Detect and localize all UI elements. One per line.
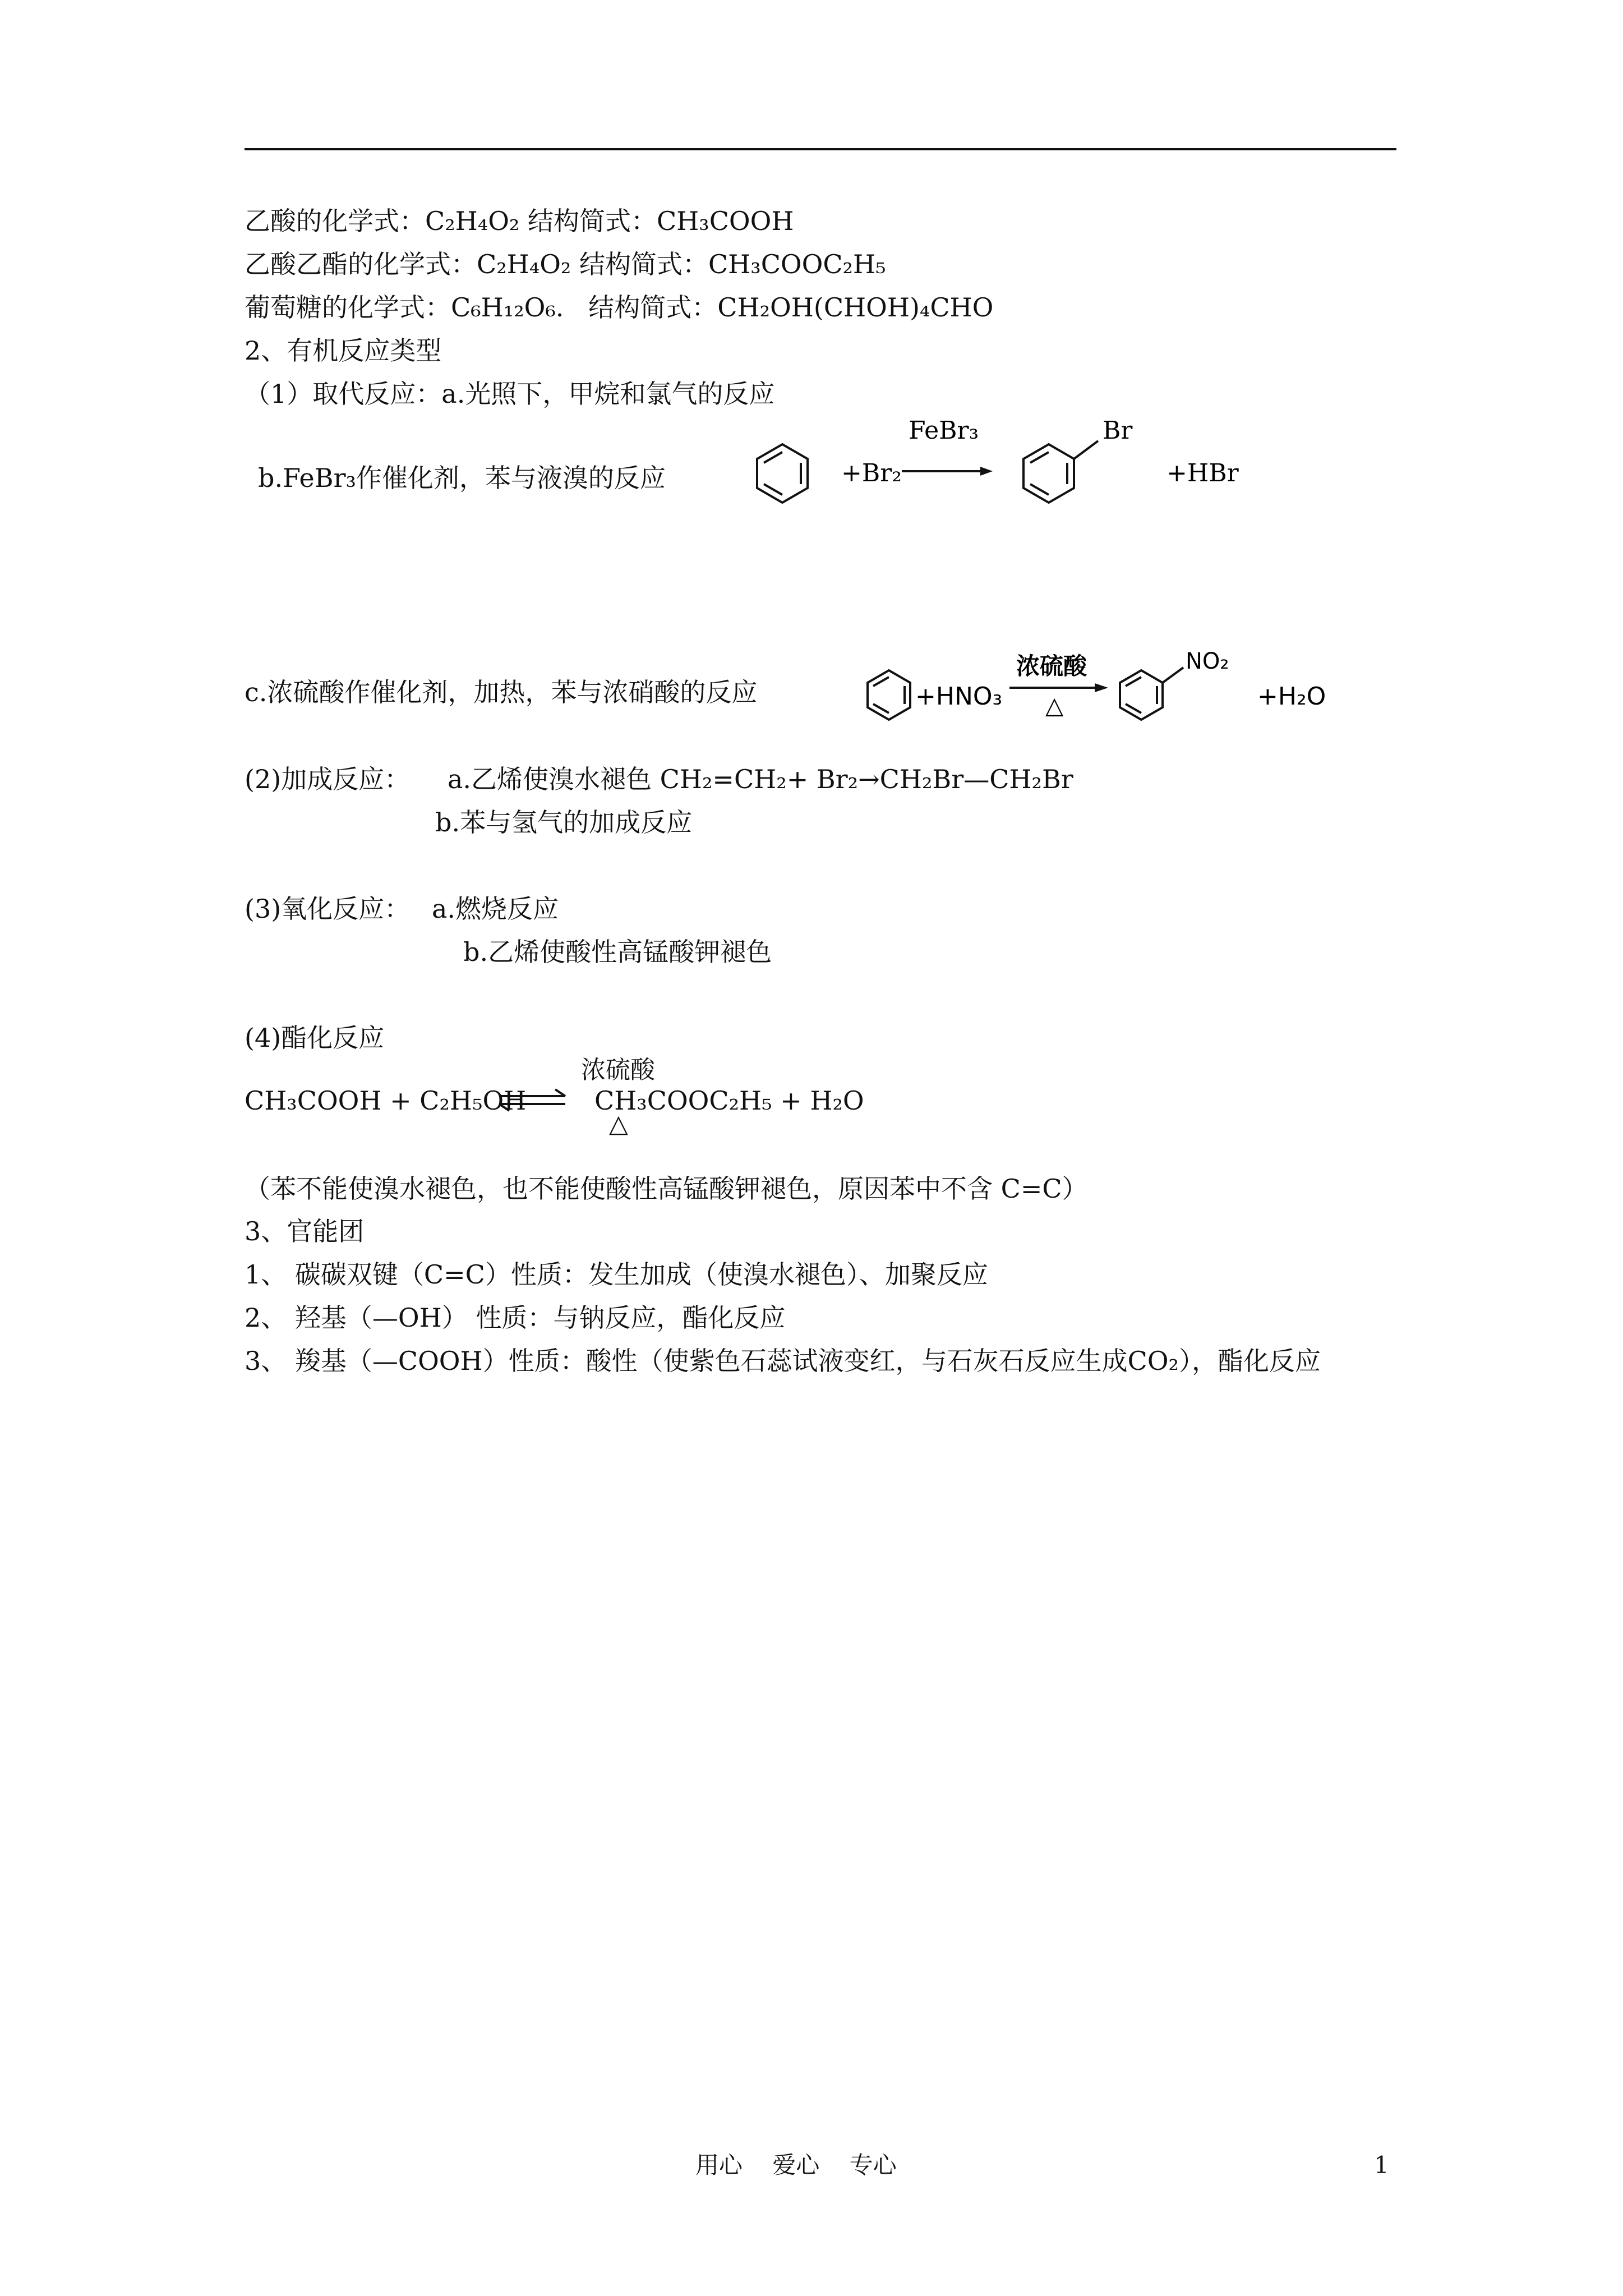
- functional-group-1: 1、 碳碳双键（C=C）性质：发生加成（使溴水褪色）、加聚反应: [245, 1259, 988, 1290]
- section2-title: 2、有机反应类型: [245, 335, 442, 366]
- bromobenzene-ring: [1023, 441, 1098, 503]
- addition-b: b.苯与氢气的加成反应: [435, 807, 693, 838]
- acetic-acid-line: 乙酸的化学式：C₂H₄O₂ 结构简式：CH₃COOH: [245, 206, 794, 236]
- oxidation-a: a.燃烧反应: [432, 894, 559, 924]
- ester-eq-right: CH₃COOC₂H₅ + H₂O: [594, 1085, 864, 1116]
- arrow-head: [1095, 683, 1108, 692]
- benzene-ring: [868, 670, 910, 720]
- glucose-line: 葡萄糖的化学式：C₆H₁₂O₆. 结构简式：CH₂OH(CHOH)₄CHO: [245, 292, 994, 323]
- addition-heading: (2)加成反应：: [245, 764, 411, 794]
- byproduct-hbr: +HBr: [1166, 459, 1239, 487]
- condition-heat: △: [1045, 692, 1064, 719]
- page-number: 1: [1374, 2151, 1389, 2179]
- benzene-ring: [757, 444, 808, 503]
- section3-title: 3、官能团: [245, 1216, 365, 1246]
- substituent-br: Br: [1103, 416, 1133, 445]
- catalyst-sulfuric: 浓硫酸: [1016, 652, 1087, 680]
- arrow-head: [980, 467, 993, 476]
- esterification-heading: (4)酯化反应: [245, 1023, 385, 1053]
- nitrobenzene-ring: [1120, 668, 1183, 720]
- ester-eq-left: CH₃COOH + C₂H₅OH: [245, 1085, 527, 1116]
- addition-a: a.乙烯使溴水褪色 CH₂=CH₂+ Br₂→CH₂Br—CH₂Br: [448, 764, 1073, 794]
- ethyl-acetate-line: 乙酸乙酯的化学式：C₂H₄O₂ 结构简式：CH₃COOC₂H₅: [245, 249, 886, 279]
- nitration-text: c.浓硫酸作催化剂，加热，苯与浓硝酸的反应: [245, 677, 758, 707]
- equilibrium-arrow: [494, 1086, 572, 1114]
- nitration-equation: [858, 645, 1352, 740]
- reagent-br2: +Br₂: [841, 459, 902, 487]
- ester-catalyst: 浓硫酸: [581, 1056, 655, 1084]
- functional-group-3: 3、 羧基（—COOH）性质：酸性（使紫色石蕊试液变红，与石灰石反应生成CO₂），酯化反应: [245, 1346, 1321, 1376]
- bromination-equation: [746, 409, 1279, 533]
- ester-condition: △: [609, 1110, 628, 1138]
- header-rule: [245, 148, 1396, 150]
- bromination-text: b.FeBr₃作催化剂，苯与液溴的反应: [258, 463, 666, 493]
- oxidation-heading: (3)氧化反应：: [245, 894, 411, 924]
- byproduct-h2o: +H₂O: [1257, 682, 1326, 711]
- functional-group-2: 2、 羟基（—OH） 性质：与钠反应，酯化反应: [245, 1303, 786, 1333]
- footer-motto: 用心 爱心 专心: [695, 2151, 897, 2179]
- substituent-no2: NO₂: [1186, 648, 1229, 674]
- reagent-hno3: +HNO₃: [915, 682, 1003, 711]
- oxidation-b: b.乙烯使酸性高锰酸钾褪色: [463, 937, 772, 967]
- benzene-note: （苯不能使溴水褪色，也不能使酸性高锰酸钾褪色，原因苯中不含 C=C）: [245, 1174, 1088, 1204]
- catalyst-febr3: FeBr₃: [909, 416, 979, 445]
- substitution-line: （1）取代反应：a.光照下，甲烷和氯气的反应: [245, 379, 775, 409]
